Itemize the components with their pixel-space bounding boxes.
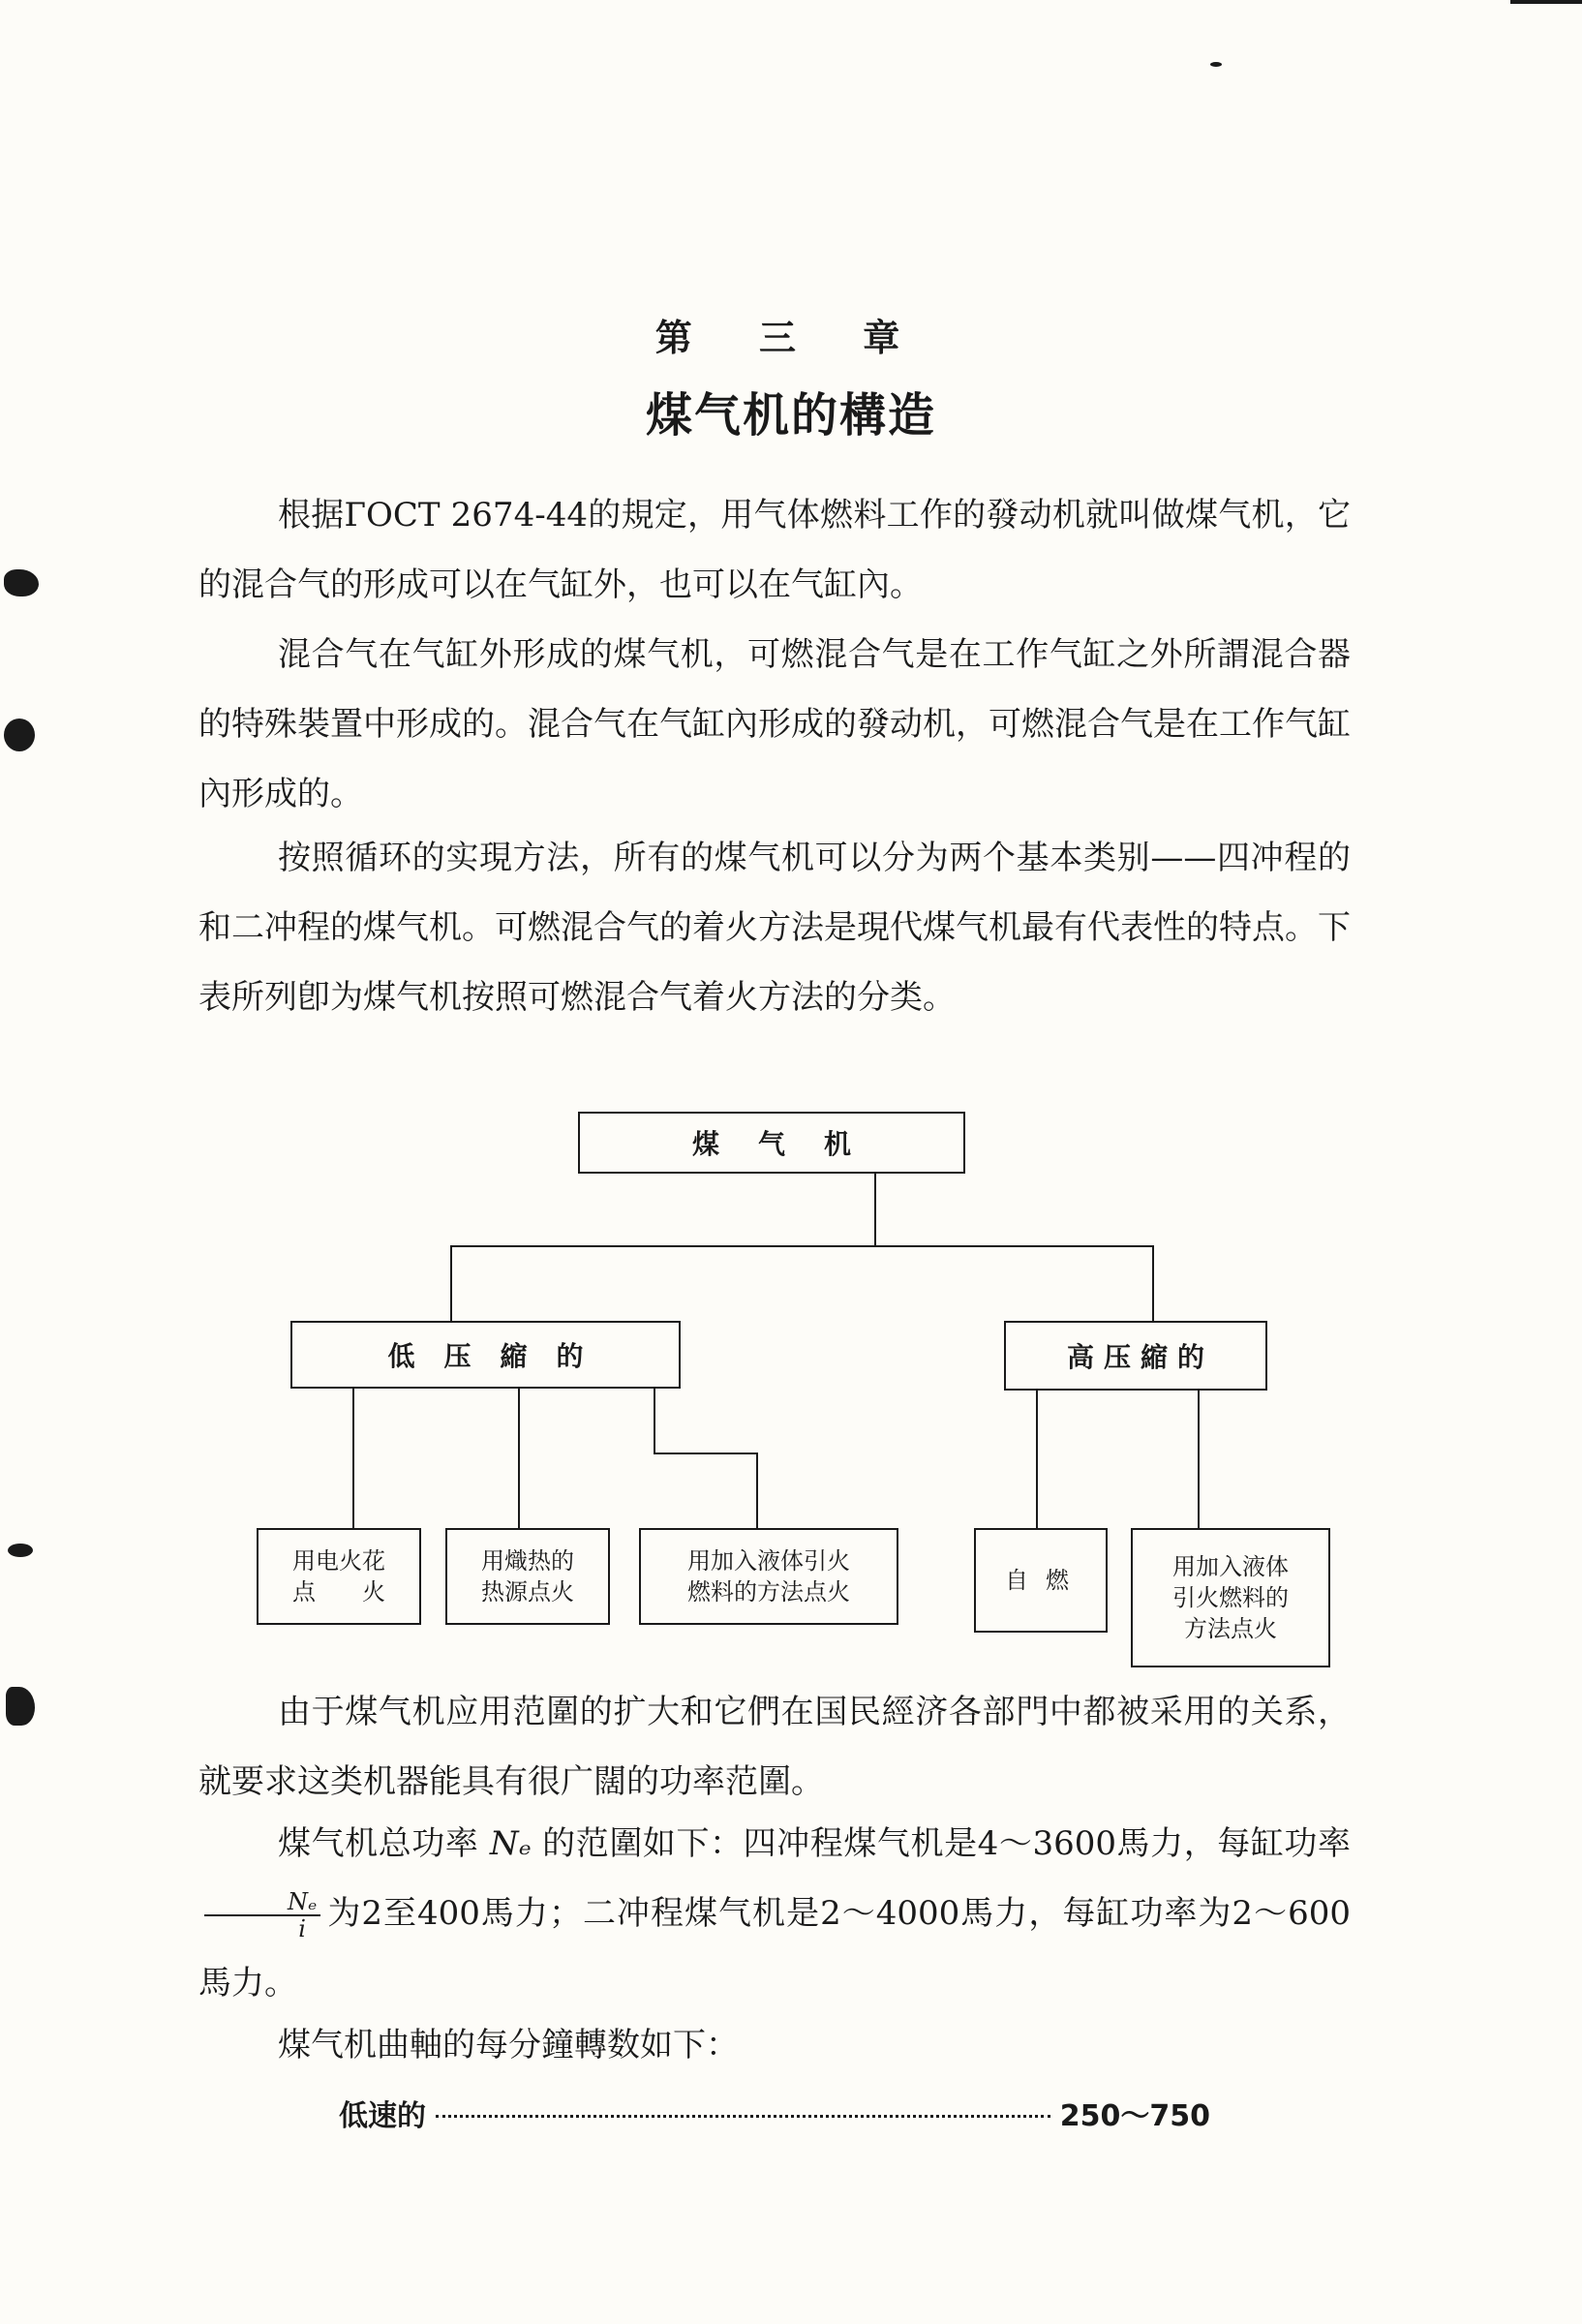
fraction-denominator: i <box>298 1915 306 1942</box>
diagram-root-label: 煤气机 <box>691 1128 890 1160</box>
power-text-3: 为2至400馬力；二冲程煤气机是2～4000馬力，每缸功率为2～600馬力。 <box>198 1894 1351 2003</box>
paragraph-2: 混合气在气缸外形成的煤气机，可燃混合气是在工作气缸之外所謂混合器的特殊裝置中形成的。混合气在气缸內形成的發动机，可燃混合气是在工作气缸內形成的。 <box>198 635 1351 813</box>
power-symbol: Nₑ <box>489 1824 532 1863</box>
leaf-line: 用电火花 <box>292 1547 385 1575</box>
diagram-high-label: 高压縮的 <box>1066 1341 1214 1373</box>
rpm-row-label: 低速的 <box>339 2099 426 2133</box>
rpm-row-low-speed <box>339 2092 1210 2134</box>
connector <box>654 1385 655 1454</box>
power-text-1: 煤气机总功率 <box>278 1824 479 1863</box>
leaf-line: 方法点火 <box>1184 1615 1277 1642</box>
rpm-row-value: 250～750 <box>1059 2099 1210 2133</box>
paragraph-4: 由于煤气机应用范圍的扩大和它們在国民經济各部門中都被采用的关系，就要求这类机器能具有很广闊的功率范圍。 <box>198 1693 1351 1801</box>
chapter-title: 煤气机的構造 <box>645 388 936 443</box>
chapter-label: 第 三 章 <box>654 316 928 359</box>
connector <box>450 1245 1154 1247</box>
diagram-high-compression-box <box>1004 1321 1267 1391</box>
diagram-leaf-hot-source <box>445 1528 610 1625</box>
paragraph-1: 根据ГОСТ 2674-44的規定，用气体燃料工作的發动机就叫做煤气机，它的混合气的形成可以在气缸外，也可以在气缸內。 <box>198 496 1351 604</box>
leaf-line: 用熾热的 <box>481 1547 574 1575</box>
scan-mark <box>6 1687 35 1726</box>
connector <box>1198 1390 1200 1530</box>
diagram-leaf-liquid-pilot-low <box>639 1528 898 1625</box>
paragraph-power <box>198 1809 1351 2018</box>
per-cylinder-fraction <box>204 1889 320 1942</box>
diagram-leaf-spark-ignition <box>257 1528 421 1625</box>
scan-mark <box>4 569 39 596</box>
diagram-leaf-liquid-pilot-high <box>1131 1528 1330 1667</box>
leaf-line: 用加入液体 <box>1172 1553 1289 1580</box>
connector <box>450 1245 452 1321</box>
connector <box>654 1452 758 1454</box>
connector <box>352 1385 354 1530</box>
scan-mark <box>4 719 35 751</box>
diagram-low-label: 低压縮的 <box>387 1340 613 1372</box>
leaf-line: 点 火 <box>292 1578 385 1605</box>
leaf-line: 引火燃料的 <box>1172 1584 1289 1611</box>
dot-leader <box>436 2115 1050 2118</box>
scan-mark <box>1510 0 1582 4</box>
connector <box>1036 1390 1038 1530</box>
diagram-root-box <box>578 1112 965 1174</box>
connector <box>756 1452 758 1530</box>
paragraph-rpm-intro: 煤气机曲軸的每分鐘轉数如下： <box>278 2026 739 2064</box>
diagram-low-compression-box <box>290 1321 681 1389</box>
connector <box>518 1385 520 1530</box>
leaf-line: 自燃 <box>1005 1567 1086 1594</box>
leaf-line: 用加入液体引火 <box>687 1547 850 1575</box>
fraction-numerator: Nₑ <box>204 1889 320 1916</box>
diagram-leaf-self-ignition <box>974 1528 1108 1633</box>
leaf-line: 热源点火 <box>481 1578 574 1605</box>
power-text-2: 的范圍如下：四冲程煤气机是4～3600馬力，每缸功率 <box>542 1824 1352 1863</box>
paragraph-3: 按照循环的实現方法，所有的煤气机可以分为两个基本类别——四冲程的和二冲程的煤气机。可燃混合气的着火方法是現代煤气机最有代表性的特点。下表所列卽为煤气机按照可燃混合气着火方法的分类。 <box>198 839 1351 1017</box>
scan-mark <box>8 1544 33 1557</box>
leaf-line: 燃料的方法点火 <box>687 1578 850 1605</box>
connector <box>874 1170 876 1247</box>
connector <box>1152 1245 1154 1321</box>
scan-mark <box>1210 62 1222 67</box>
